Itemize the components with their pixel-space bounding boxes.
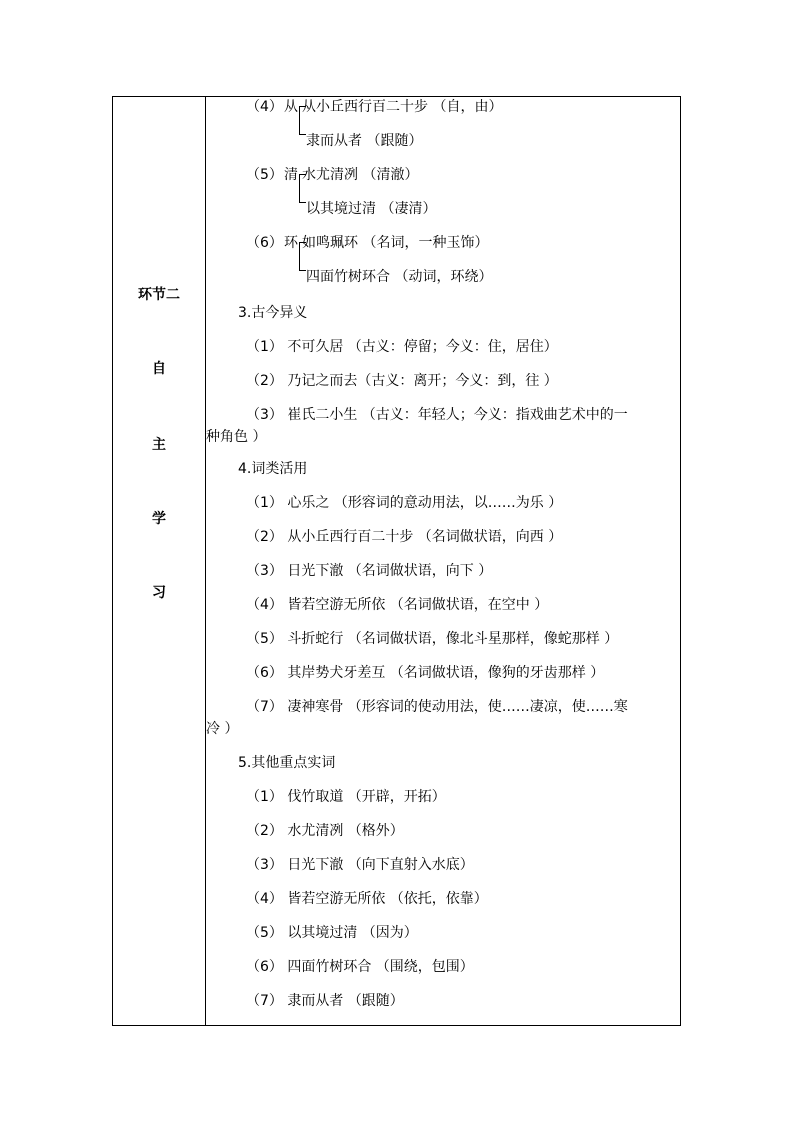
brace-mark [299, 242, 306, 271]
polysemy-char: 从 [284, 99, 298, 115]
section-heading: 4.词类活用 [238, 461, 308, 477]
list-item: （3） 日光下澈 （向下直射入水底） [246, 857, 474, 873]
content-cell [206, 97, 680, 1025]
list-item-continuation: 冷 ） [206, 721, 239, 737]
list-item: （4） 皆若空游无所依 （名词做状语，在空中 ） [246, 597, 549, 613]
section-label-char: 习 [152, 585, 166, 601]
section-heading: 3.古今异义 [238, 305, 308, 321]
list-item: （2） 从小丘西行百二十步 （名词做状语，向西 ） [246, 529, 563, 545]
list-item: （4） 皆若空游无所依 （依托，依靠） [246, 891, 488, 907]
list-item: （1） 心乐之 （形容词的意动用法，以……为乐 ） [246, 495, 563, 511]
list-item: （7） 隶而从者 （跟随） [246, 993, 404, 1009]
list-item-continuation: 种角色 ） [206, 429, 267, 445]
section-label-title: 环节二 [138, 287, 180, 303]
list-item: （2） 乃记之而去（古义：离开；今义：到，往 ） [246, 373, 558, 389]
polysemy-char: 环 [284, 235, 298, 251]
section-heading: 5.其他重点实词 [238, 755, 336, 771]
polysemy-second: 隶而从者 （跟随） [306, 133, 423, 149]
content-table [112, 96, 681, 1026]
list-item: （1） 不可久居 （古义：停留；今义：住，居住） [246, 339, 558, 355]
section-label-char: 主 [152, 437, 166, 453]
list-item: （2） 水尤清冽 （格外） [246, 823, 404, 839]
list-item: （6） 其岸势犬牙差互 （名词做状语，像狗的牙齿那样 ） [246, 665, 605, 681]
section-label-char: 自 [152, 361, 166, 377]
list-item: （3） 日光下澈 （名词做状语，向下 ） [246, 563, 493, 579]
section-label-cell [113, 97, 205, 1025]
polysemy-item: （5）清 水尤清冽 （清澈） [246, 167, 419, 183]
list-item: （3） 崔氏二小生 （古义：年轻人；今义：指戏曲艺术中的一 [246, 407, 628, 423]
polysemy-item: （6）环 如鸣珮环 （名词，一种玉饰） [246, 235, 489, 251]
brace-mark [299, 106, 306, 135]
section-label-char: 学 [152, 511, 166, 527]
polysemy-item: （4）从 从小丘西行百二十步 （自，由） [246, 99, 503, 115]
list-item: （7） 凄神寒骨 （形容词的使动用法，使……凄凉，使……寒 [246, 699, 628, 715]
list-item: （5） 斗折蛇行 （名词做状语，像北斗星那样，像蛇那样 ） [246, 631, 619, 647]
list-item: （5） 以其境过清 （因为） [246, 925, 418, 941]
brace-mark [299, 174, 306, 203]
polysemy-second: 以其境过清 （凄清） [306, 201, 437, 217]
list-item: （6） 四面竹树环合 （围绕，包围） [246, 959, 474, 975]
polysemy-char: 清 [284, 167, 298, 183]
list-item: （1） 伐竹取道 （开辟，开拓） [246, 789, 446, 805]
polysemy-second: 四面竹树环合 （动词，环绕） [306, 269, 493, 285]
